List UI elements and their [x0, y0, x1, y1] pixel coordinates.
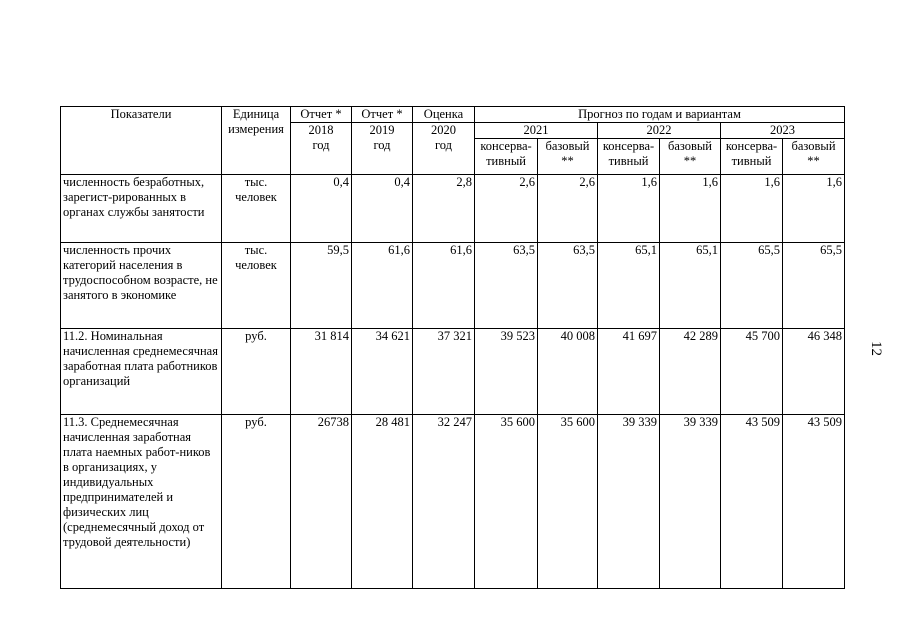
value-cell: 2,6: [538, 175, 598, 243]
value-cell: 42 289: [660, 329, 721, 415]
indicator-name: численность безработных, зарегист-рированных в органах службы занятости: [61, 175, 222, 243]
value-cell: 59,5: [291, 243, 352, 329]
value-cell: 34 621: [352, 329, 413, 415]
value-cell: 61,6: [352, 243, 413, 329]
unit-cell: тыс. человек: [222, 175, 291, 243]
value-cell: 35 600: [475, 415, 538, 589]
value-cell: 37 321: [413, 329, 475, 415]
year-number: 2020: [431, 123, 456, 137]
unit-cell: тыс. человек: [222, 243, 291, 329]
indicator-name: численность прочих категорий населения в трудоспособном возрасте, не занятого в экономике: [61, 243, 222, 329]
header-estimate: Оценка: [413, 107, 475, 123]
year-number: 2019: [369, 123, 395, 137]
table-row: [61, 329, 845, 415]
value-cell: 2,6: [475, 175, 538, 243]
value-cell: 65,5: [721, 243, 783, 329]
value-cell: 39 523: [475, 329, 538, 415]
header-forecast: Прогноз по годам и вариантам: [475, 107, 845, 123]
table-row: [61, 415, 845, 589]
header-base-2021: базовый **: [538, 139, 598, 175]
year-word: год: [373, 138, 391, 152]
value-cell: 2,8: [413, 175, 475, 243]
year-word: год: [312, 138, 330, 152]
value-cell: 41 697: [598, 329, 660, 415]
header-conservative-2023: консерва-тивный: [721, 139, 783, 175]
unit-cell: руб.: [222, 329, 291, 415]
value-cell: 65,5: [783, 243, 845, 329]
header-indicators: Показатели: [61, 107, 222, 175]
indicator-name: 11.3. Среднемесячная начисленная заработная плата наемных работ-ников в организациях, у индивидуальных предпринимателей и физических лиц (среднемесячный доход от трудовой деятельности): [61, 415, 222, 589]
value-cell: 1,6: [721, 175, 783, 243]
table-row: [61, 175, 845, 243]
year-number: 2018: [308, 123, 334, 137]
header-conservative-2021: консерва-тивный: [475, 139, 538, 175]
page-number: 12: [868, 341, 884, 356]
header-year-2018: [291, 123, 352, 175]
value-cell: 46 348: [783, 329, 845, 415]
header-unit: Единица измерения: [222, 107, 291, 175]
header-base-2022: базовый **: [660, 139, 721, 175]
value-cell: 35 600: [538, 415, 598, 589]
table-row: [61, 243, 845, 329]
header-base-2023: базовый **: [783, 139, 845, 175]
indicator-name: 11.2. Номинальная начисленная среднемесячная заработная плата работников организаций: [61, 329, 222, 415]
header-report-2019: Отчет *: [352, 107, 413, 123]
value-cell: 40 008: [538, 329, 598, 415]
value-cell: 65,1: [660, 243, 721, 329]
value-cell: 63,5: [475, 243, 538, 329]
header-forecast-2022: 2022: [598, 123, 721, 139]
year-word: год: [434, 138, 453, 152]
value-cell: 0,4: [352, 175, 413, 243]
value-cell: 32 247: [413, 415, 475, 589]
forecast-table: [60, 106, 845, 589]
value-cell: 63,5: [538, 243, 598, 329]
header-forecast-2021: 2021: [475, 123, 598, 139]
value-cell: 45 700: [721, 329, 783, 415]
value-cell: 26738: [291, 415, 352, 589]
value-cell: 65,1: [598, 243, 660, 329]
header-year-2019: [352, 123, 413, 175]
value-cell: 43 509: [721, 415, 783, 589]
value-cell: 61,6: [413, 243, 475, 329]
unit-cell: руб.: [222, 415, 291, 589]
value-cell: 28 481: [352, 415, 413, 589]
header-forecast-2023: 2023: [721, 123, 845, 139]
header-conservative-2022: консерва-тивный: [598, 139, 660, 175]
value-cell: 0,4: [291, 175, 352, 243]
value-cell: 39 339: [660, 415, 721, 589]
header-year-2020: [413, 123, 475, 175]
value-cell: 1,6: [598, 175, 660, 243]
value-cell: 1,6: [783, 175, 845, 243]
value-cell: 39 339: [598, 415, 660, 589]
value-cell: 1,6: [660, 175, 721, 243]
value-cell: 31 814: [291, 329, 352, 415]
value-cell: 43 509: [783, 415, 845, 589]
header-report-2018: Отчет *: [291, 107, 352, 123]
